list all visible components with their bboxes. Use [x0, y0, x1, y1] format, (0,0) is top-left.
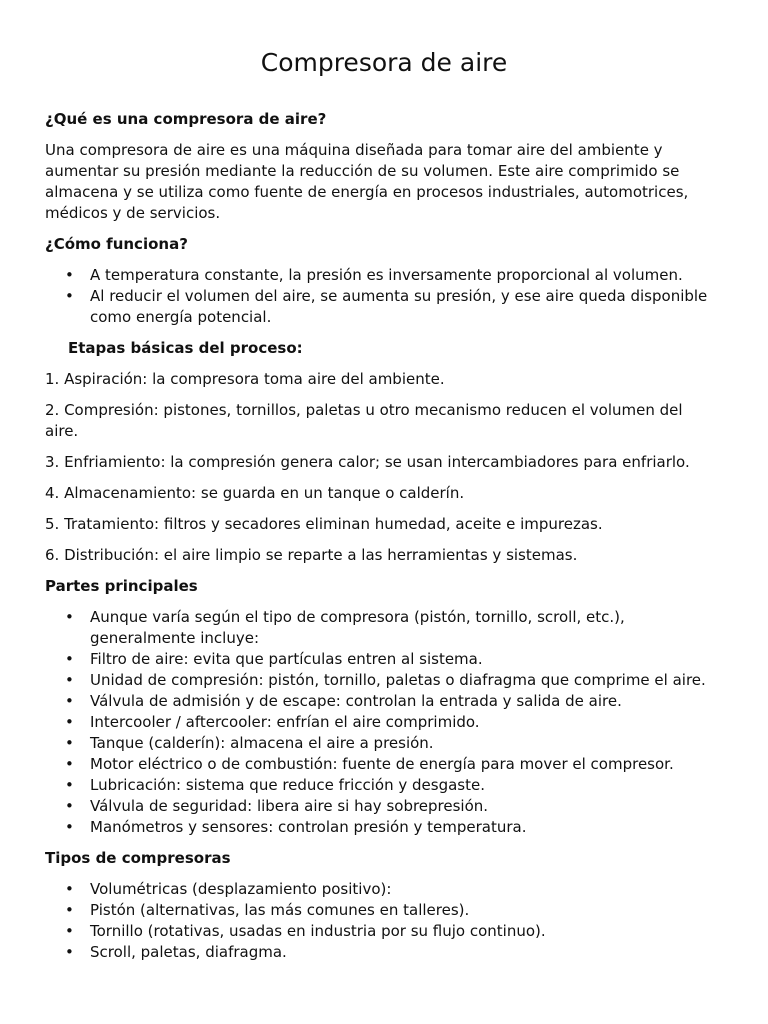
document-page [45, 0, 725, 963]
stage-text: 6. Distribución: el aire limpio se reparte a las herramientas y sistemas. [45, 546, 578, 564]
list-item [90, 754, 725, 775]
heading-main-parts: Partes principales [45, 577, 198, 595]
heading-what-is: ¿Qué es una compresora de aire? [45, 110, 327, 128]
stage-item [45, 545, 725, 566]
how-it-works-list [45, 265, 725, 328]
stage-item [45, 483, 725, 504]
list-item [90, 712, 725, 733]
heading-compressor-types: Tipos de compresoras [45, 849, 231, 867]
list-item [90, 942, 725, 963]
list-item-text: • Volumétricas (desplazamiento positivo): [90, 880, 392, 898]
list-item-text: • Unidad de compresión: pistón, tornillo, paletas o diafragma que comprime el aire. [90, 671, 706, 689]
list-item [90, 649, 725, 670]
list-item-text: • Lubricación: sistema que reduce fricción y desgaste. [90, 776, 486, 794]
page-title: Compresora de aire [260, 48, 508, 77]
list-item-text: como energía potencial. [90, 308, 272, 326]
heading-how-it-works: ¿Cómo funciona? [45, 235, 188, 253]
list-item-text: • Tanque (calderín): almacena el aire a presión. [90, 734, 434, 752]
list-item-text: • Motor eléctrico o de combustión: fuente de energía para mover el compresor. [90, 755, 674, 773]
paragraph-definition [45, 140, 725, 224]
list-item [90, 921, 725, 942]
heading-stages: Etapas básicas del proceso: [68, 339, 303, 357]
list-item-text: • Válvula de admisión y de escape: controlan la entrada y salida de aire. [90, 692, 622, 710]
list-item [90, 775, 725, 796]
text-line: médicos y de servicios. [45, 204, 221, 222]
list-item-text: • Válvula de seguridad: libera aire si hay sobrepresión. [90, 797, 489, 815]
list-item-text: • Scroll, paletas, diafragma. [90, 943, 287, 961]
stage-text: 5. Tratamiento: filtros y secadores eliminan humedad, aceite e impurezas. [45, 515, 603, 533]
text-line: aumentar su presión mediante la reducción de su volumen. Este aire comprimido se [45, 162, 680, 180]
list-item-text: • Manómetros y sensores: controlan presión y temperatura. [90, 818, 527, 836]
stage-text: aire. [45, 422, 79, 440]
list-item [90, 691, 725, 712]
list-item-text: • Aunque varía según el tipo de compresora (pistón, tornillo, scroll, etc.), [90, 608, 625, 626]
list-item-text: • Intercooler / aftercooler: enfrían el aire comprimido. [90, 713, 480, 731]
stage-item [45, 369, 725, 390]
stage-item [45, 400, 725, 442]
list-item-text: • Al reducir el volumen del aire, se aumenta su presión, y ese aire queda disponible [90, 287, 708, 305]
list-item-text: • Tornillo (rotativas, usadas en industria por su flujo continuo). [90, 922, 546, 940]
stage-text: 3. Enfriamiento: la compresión genera calor; se usan intercambiadores para enfriarlo. [45, 453, 690, 471]
list-item [90, 670, 725, 691]
list-item [90, 265, 725, 286]
main-parts-list [45, 607, 725, 838]
stage-item [45, 452, 725, 473]
list-item [90, 817, 725, 838]
list-item [90, 733, 725, 754]
text-line: almacena y se utiliza como fuente de energía en procesos industriales, automotrices, [45, 183, 689, 201]
stage-item [45, 514, 725, 535]
stage-text: 2. Compresión: pistones, tornillos, paletas u otro mecanismo reducen el volumen del [45, 401, 683, 419]
list-item [90, 796, 725, 817]
list-item-text: • Pistón (alternativas, las más comunes en talleres). [90, 901, 470, 919]
list-item-text: • A temperatura constante, la presión es inversamente proporcional al volumen. [90, 266, 683, 284]
text-line: Una compresora de aire es una máquina diseñada para tomar aire del ambiente y [45, 141, 663, 159]
list-item [90, 900, 725, 921]
stage-text: 4. Almacenamiento: se guarda en un tanque o calderín. [45, 484, 465, 502]
list-item-text: generalmente incluye: [90, 629, 259, 647]
list-item [90, 607, 725, 649]
compressor-types-list [45, 879, 725, 963]
list-item-text: • Filtro de aire: evita que partículas entren al sistema. [90, 650, 483, 668]
list-item [90, 879, 725, 900]
stage-text: 1. Aspiración: la compresora toma aire del ambiente. [45, 370, 445, 388]
list-item [90, 286, 725, 328]
